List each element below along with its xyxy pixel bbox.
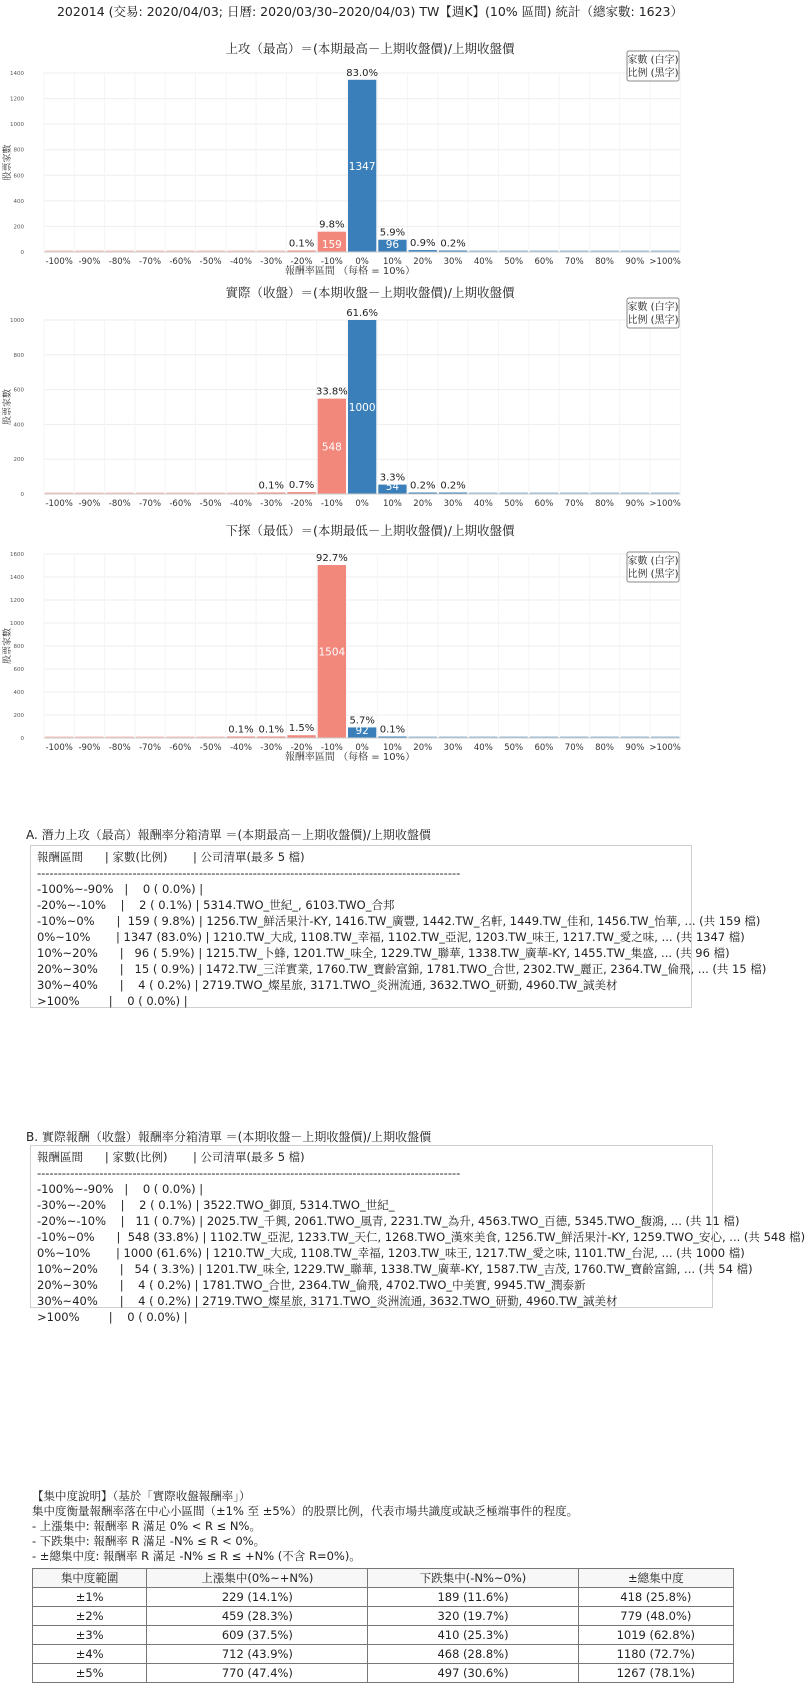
list-row: 10%~20% | 96 ( 5.9%) | 1215.TW_卜蜂, 1201.TW_味全, 1229.TW_聯華, 1338.TW_廣華-KY, 1455.TW_集盛, ... (共 96 檔) (37, 946, 730, 960)
bar-pct-label: 0.1% (379, 724, 406, 736)
y-tick-label: 400 (13, 422, 24, 429)
x-tick-label: 60% (534, 257, 554, 267)
chart-downside-low (0, 523, 740, 824)
table-cell: 497 (30.6%) (368, 1664, 578, 1683)
x-tick-label: 20% (413, 257, 433, 267)
table-row (33, 1588, 734, 1607)
concentration-table (32, 1568, 734, 1683)
x-tick-label: 0% (355, 499, 369, 509)
bar-pct-label: 0.1% (258, 724, 284, 736)
x-tick-label: -90% (78, 743, 101, 753)
x-tick-label: -80% (108, 257, 131, 267)
table-cell: 1180 (72.7%) (578, 1645, 733, 1664)
x-tick-label: -70% (139, 499, 162, 509)
x-tick-label: 0% (355, 743, 369, 753)
x-tick-label: -30% (260, 499, 283, 509)
x-tick-label: 70% (564, 257, 584, 267)
chart-title: 下探（最低）＝(本期最低－上期收盤價)/上期收盤價 (225, 523, 515, 538)
legend-count-label: 家數 (白字) (627, 556, 679, 567)
x-tick-label: -80% (108, 499, 131, 509)
table-cell: ±4% (33, 1645, 147, 1664)
x-tick-label: 20% (413, 499, 433, 509)
table-row (33, 1626, 734, 1645)
bar-pct-label: 0.1% (288, 238, 315, 250)
bar-count-label: 54 (385, 481, 400, 493)
y-tick-label: 200 (13, 224, 24, 231)
bar-count-label: 92 (355, 725, 369, 737)
table-header: 集中度範圍 (33, 1569, 147, 1588)
x-tick-label: 30% (443, 499, 463, 509)
bar-count-label: 548 (321, 441, 342, 454)
bar-pct-label: 61.6% (346, 308, 379, 319)
legend-ratio-label: 比例 (黑字) (627, 569, 679, 580)
x-axis-label: 報酬率區間 （每格 = 10%） (284, 752, 416, 763)
x-tick-label: 90% (625, 257, 645, 267)
x-tick-label: -60% (169, 257, 192, 267)
x-tick-label: 30% (443, 743, 463, 753)
list-row: 20%~30% | 15 ( 0.9%) | 1472.TW_三洋實業, 1760.TW_寶齡富錦, 1781.TWO_合世, 2302.TW_麗正, 2364.TW_倫飛, ... (共 15 檔) (37, 962, 767, 976)
x-tick-label: >100% (649, 257, 681, 267)
bar-pct-label: 83.0% (346, 67, 379, 79)
table-row (33, 1664, 734, 1683)
bar-pct-label: 0.1% (258, 480, 284, 492)
x-tick-label: 90% (625, 743, 645, 753)
x-tick-label: >100% (649, 743, 681, 753)
y-tick-label: 600 (13, 387, 24, 394)
table-cell: 410 (25.3%) (368, 1626, 578, 1645)
table-header-row (33, 1569, 734, 1588)
x-tick-label: 10% (382, 743, 402, 753)
y-tick-label: 200 (13, 457, 24, 464)
chart-upside-high (0, 38, 740, 296)
bar-pct-label: 33.8% (315, 386, 348, 398)
x-tick-label: 90% (625, 499, 645, 509)
table-cell: 418 (25.8%) (578, 1588, 733, 1607)
y-tick-label: 0 (20, 492, 24, 498)
table-cell: ±3% (33, 1626, 147, 1645)
x-tick-label: 10% (382, 257, 402, 267)
concentration-line: 集中度衡量報酬率落在中心小區間（±1% 至 ±5%）的股票比例，代表市場共識度或缺乏極端事件的程度。 (32, 1504, 579, 1518)
list-header-row: 報酬區間 | 家數(比例) | 公司清單(最多 5 檔) (37, 1150, 305, 1164)
x-tick-label: 40% (473, 257, 493, 267)
x-tick-label: 40% (473, 743, 493, 753)
list-b-box (30, 1145, 805, 1324)
table-cell: 459 (28.3%) (147, 1607, 368, 1626)
y-tick-label: 1000 (10, 122, 24, 129)
x-tick-label: -70% (139, 743, 162, 753)
bar-pct-label: 0.2% (440, 480, 466, 492)
concentration-line: - 上漲集中: 報酬率 R 滿足 0% < R ≤ N%。 (32, 1519, 261, 1533)
x-tick-label: -40% (229, 499, 252, 509)
list-header-row: 報酬區間 | 家數(比例) | 公司清單(最多 5 檔) (37, 850, 305, 864)
list-row: >100% | 0 ( 0.0%) | (37, 994, 188, 1008)
y-tick-label: 400 (13, 198, 24, 205)
table-cell: 189 (11.6%) (368, 1588, 578, 1607)
table-cell: 712 (43.9%) (147, 1645, 368, 1664)
x-tick-label: -70% (139, 257, 162, 267)
x-tick-label: -40% (229, 257, 252, 267)
bar-count-label: 159 (321, 239, 342, 251)
concentration-notes (32, 1489, 578, 1564)
y-tick-label: 200 (13, 713, 24, 719)
x-tick-label: 80% (595, 499, 615, 509)
x-tick-label: -100% (45, 499, 73, 509)
x-tick-label: 80% (595, 743, 615, 753)
bar-pct-label: 92.7% (315, 553, 348, 565)
legend-count-label: 家數 (白字) (627, 302, 679, 313)
x-tick-label: -50% (199, 257, 222, 267)
table-cell: 779 (48.0%) (578, 1607, 733, 1626)
x-tick-label: -60% (169, 499, 192, 509)
chart-title: 實際（收盤）＝(本期收盤－上期收盤價)/上期收盤價 (225, 285, 515, 300)
list-row: -20%~-10% | 2 ( 0.1%) | 5314.TWO_世紀_, 6103.TWO_合邦 (37, 898, 395, 912)
x-tick-label: 40% (473, 499, 493, 509)
list-row: -10%~0% | 159 ( 9.8%) | 1256.TW_鮮活果汁-KY, 1416.TW_廣豐, 1442.TW_名軒, 1449.TW_佳和, 1456.TW_怡華, ... (共 159 檔) (37, 914, 761, 928)
page-title: 202014 (交易: 2020/04/03; 日曆: 2020/03/30–2020/04/03) TW【週K】(10% 區間) 統計（總家數: 1623） (56, 4, 684, 19)
list-a-title: A. 潛力上攻（最高）報酬率分箱清單 ＝(本期最高－上期收盤價)/上期收盤價 (26, 828, 431, 842)
legend-ratio-label: 比例 (黑字) (627, 315, 679, 326)
bar-pct-label: 0.7% (288, 480, 315, 492)
y-axis-label: 股票家數 (3, 388, 13, 426)
x-tick-label: 50% (504, 743, 524, 753)
x-tick-label: 30% (443, 257, 463, 267)
list-row: >100% | 0 ( 0.0%) | (37, 1310, 188, 1324)
list-row: 30%~40% | 4 ( 0.2%) | 2719.TWO_燦星旅, 3171.TWO_炎洲流通, 3632.TWO_研勤, 4960.TW_誠美材 (37, 1294, 618, 1308)
x-tick-label: -20% (290, 499, 313, 509)
table-header: 上漲集中(0%~+N%) (147, 1569, 368, 1588)
y-tick-label: 800 (13, 147, 24, 154)
bar-count-label: 96 (385, 239, 400, 251)
x-tick-label: 10% (382, 499, 402, 509)
table-header: ±總集中度 (578, 1569, 733, 1588)
x-tick-label: -10% (320, 257, 343, 267)
list-row: 30%~40% | 4 ( 0.2%) | 2719.TWO_燦星旅, 3171.TWO_炎洲流通, 3632.TWO_研勤, 4960.TW_誠美材 (37, 978, 618, 992)
y-tick-label: 400 (13, 690, 24, 696)
x-tick-label: 70% (564, 499, 584, 509)
y-tick-label: 1200 (10, 598, 24, 604)
x-tick-label: 80% (595, 257, 615, 267)
x-tick-label: -10% (320, 499, 343, 509)
table-cell: 468 (28.8%) (368, 1645, 578, 1664)
y-axis-label: 股票家數 (3, 144, 13, 181)
table-cell: 770 (47.4%) (147, 1664, 368, 1683)
x-tick-label: -30% (260, 743, 283, 753)
y-tick-label: 600 (13, 173, 24, 180)
bar-count-label: 1504 (318, 646, 346, 659)
bar-pct-label: 3.3% (379, 472, 406, 484)
x-tick-label: 50% (504, 257, 524, 267)
list-row: -100%~-90% | 0 ( 0.0%) | (37, 882, 204, 896)
list-row: ------------------------------------------------------------------------------------------------------ (37, 1166, 461, 1180)
list-row: -20%~-10% | 11 ( 0.7%) | 2025.TW_千興, 2061.TWO_風青, 2231.TW_為升, 4563.TWO_百德, 5345.TWO_馥鴻, ... (共 11 檔) (37, 1214, 740, 1228)
list-row: 20%~30% | 4 ( 0.2%) | 1781.TWO_合世, 2364.TW_倫飛, 4702.TWO_中美實, 9945.TW_潤泰新 (37, 1278, 586, 1292)
x-tick-label: 20% (413, 743, 433, 753)
bar-pct-label: 9.8% (319, 219, 345, 231)
x-tick-label: -50% (199, 499, 222, 509)
y-tick-label: 1000 (10, 621, 24, 627)
concentration-line: - 下跌集中: 報酬率 R 滿足 -N% ≤ R < 0%。 (32, 1534, 266, 1548)
x-tick-label: -20% (290, 257, 313, 267)
x-tick-label: -80% (108, 743, 131, 753)
bar-pct-label: 0.2% (410, 480, 436, 492)
x-tick-label: >100% (649, 499, 681, 509)
table-cell: 1019 (62.8%) (578, 1626, 733, 1645)
y-tick-label: 1600 (10, 552, 24, 558)
y-tick-label: 800 (13, 644, 24, 650)
list-row: -30%~-20% | 2 ( 0.1%) | 3522.TWO_御頂, 5314.TWO_世紀_ (37, 1198, 395, 1212)
x-tick-label: -20% (290, 743, 313, 753)
concentration-line: - ±總集中度: 報酬率 R 滿足 -N% ≤ R ≤ +N% (不含 R=0%)。 (32, 1549, 361, 1563)
x-tick-label: -30% (260, 257, 283, 267)
x-tick-label: -100% (45, 743, 73, 753)
bar-count-label: 1000 (348, 402, 376, 414)
legend-ratio-label: 比例 (黑字) (627, 68, 679, 79)
concentration-title: 【集中度說明】（基於「實際收盤報酬率」） (32, 1489, 251, 1503)
chart-title: 上攻（最高）＝(本期最高－上期收盤價)/上期收盤價 (225, 41, 515, 56)
list-row: 10%~20% | 54 ( 3.3%) | 1201.TW_味全, 1229.TW_聯華, 1338.TW_廣華-KY, 1587.TW_吉茂, 1760.TW_寶齡富錦, ... (共 54 檔) (37, 1262, 753, 1276)
list-row: -100%~-90% | 0 ( 0.0%) | (37, 1182, 204, 1196)
table-row (33, 1607, 734, 1626)
bar-pct-label: 1.5% (288, 723, 315, 735)
table-cell: ±5% (33, 1664, 147, 1683)
x-tick-label: -50% (199, 743, 222, 753)
x-tick-label: -100% (45, 257, 73, 267)
legend-count-label: 家數 (白字) (627, 55, 679, 66)
y-tick-label: 0 (20, 250, 24, 256)
list-row: 0%~10% | 1000 (61.6%) | 1210.TW_大成, 1108.TW_幸福, 1203.TW_味王, 1217.TW_愛之味, 1101.TW_台泥, ... (共 1000 檔) (37, 1246, 745, 1260)
table-cell: 320 (19.7%) (368, 1607, 578, 1626)
table-cell: 609 (37.5%) (147, 1626, 368, 1645)
chart-actual-close (0, 285, 740, 542)
bar-pct-label: 0.9% (410, 238, 436, 250)
table-row (33, 1645, 734, 1664)
list-a-box (30, 845, 767, 1008)
x-tick-label: -60% (169, 743, 192, 753)
y-tick-label: 0 (20, 736, 24, 742)
y-tick-label: 1200 (10, 96, 24, 103)
x-tick-label: 50% (504, 499, 524, 509)
bar-pct-label: 0.2% (440, 238, 466, 250)
table-cell: ±2% (33, 1607, 147, 1626)
y-tick-label: 1400 (10, 575, 24, 581)
x-tick-label: 0% (355, 257, 369, 267)
bar-pct-label: 5.7% (349, 715, 375, 727)
x-tick-label: -90% (78, 499, 101, 509)
table-cell: 229 (14.1%) (147, 1588, 368, 1607)
list-b-title: B. 實際報酬（收盤）報酬率分箱清單 ＝(本期收盤－上期收盤價)/上期收盤價 (26, 1130, 432, 1144)
y-tick-label: 1400 (10, 71, 24, 77)
x-tick-label: -90% (78, 257, 101, 267)
x-tick-label: 60% (534, 499, 554, 509)
table-cell: ±1% (33, 1588, 147, 1607)
x-tick-label: 70% (564, 743, 584, 753)
y-axis-label: 股票家數 (3, 627, 13, 665)
list-row: ------------------------------------------------------------------------------------------------------ (37, 866, 461, 880)
list-row: 0%~10% | 1347 (83.0%) | 1210.TW_大成, 1108.TW_幸福, 1102.TW_亞泥, 1203.TW_味王, 1217.TW_愛之味, ... (共 1347 檔) (37, 930, 745, 944)
y-tick-label: 600 (13, 667, 24, 673)
list-row: -10%~0% | 548 (33.8%) | 1102.TW_亞泥, 1233.TW_天仁, 1268.TWO_漢來美食, 1256.TW_鮮活果汁-KY, 1259.TWO_安心, ... (共 548 檔) (37, 1230, 805, 1244)
table-header: 下跌集中(-N%~0%) (368, 1569, 578, 1588)
bar-pct-label: 0.1% (228, 724, 254, 736)
y-tick-label: 800 (13, 352, 24, 359)
bar-count-label: 1347 (348, 160, 376, 173)
x-tick-label: 60% (534, 743, 554, 753)
x-tick-label: -10% (320, 743, 343, 753)
x-tick-label: -40% (229, 743, 252, 753)
bar-pct-label: 5.9% (379, 227, 406, 239)
x-axis-label: 報酬率區間 （每格 = 10%） (284, 266, 416, 277)
table-cell: 1267 (78.1%) (578, 1664, 733, 1683)
y-tick-label: 1000 (10, 318, 24, 324)
